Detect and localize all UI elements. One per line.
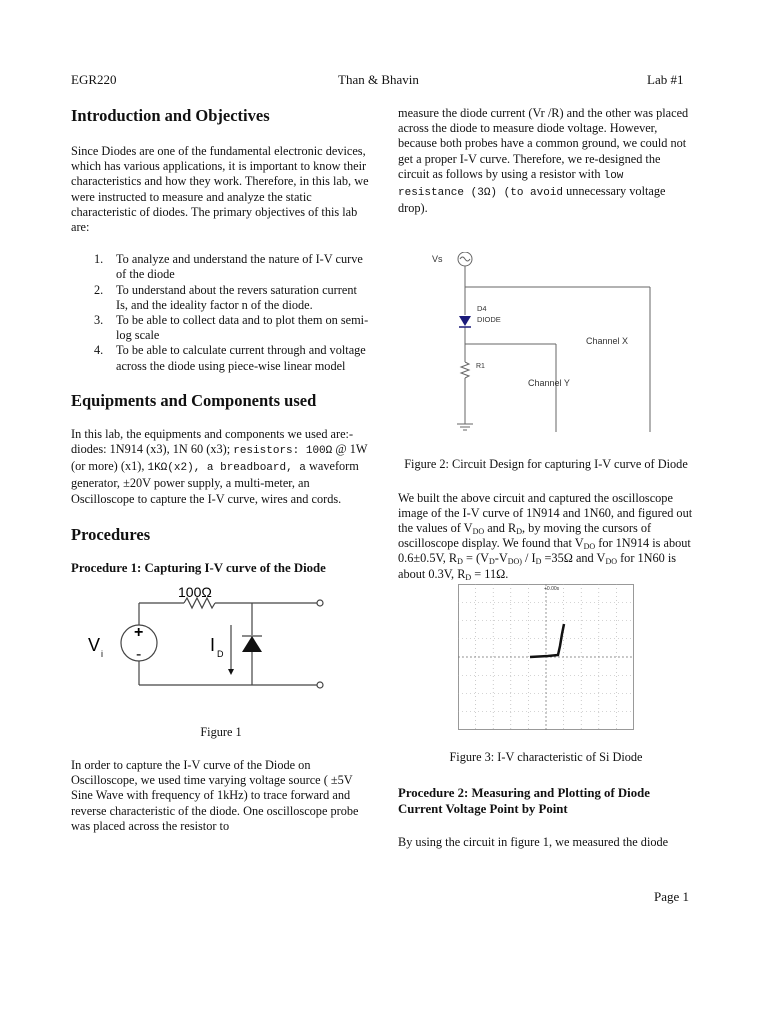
current-subscript: D: [217, 648, 224, 659]
procedure1-heading: Procedure 1: Capturing I-V curve of the Diode: [71, 560, 326, 575]
intro-paragraph: Since Diodes are one of the fundamental electronic devices, which has various applications, it is important to know their characteristics and how they work. Therefore, in this lab, we were instructed to measure and analyze the static characteristic of diodes. The primary objectives of this lab are:: [71, 144, 369, 235]
objective-number: 3.: [94, 313, 104, 328]
objective-number: 2.: [94, 282, 104, 297]
equipment-paragraph: [71, 427, 371, 507]
equipment-text: waveform generator, ±20V power supply, a multi-meter, an Oscilloscope to capture the I-V curve, wires and cords.: [71, 459, 359, 506]
procedure2-paragraph: By using the circuit in figure 1, we measured the diode: [398, 835, 669, 850]
figure3-scope: [458, 584, 694, 730]
header-course: EGR220: [71, 72, 117, 87]
equipment-text: In this lab, the equipments and components we used are:- diodes: 1N914 (x3), 1N 60 (x3);: [71, 426, 354, 457]
objective-number: 1.: [94, 252, 104, 267]
objective-number: 4.: [94, 343, 104, 358]
diode-triangle: [459, 316, 471, 326]
results-paragraph: We built the above circuit and captured the oscilloscope image of the I-V curve of 1N914 and 1N60, and figured out the values of $V_{DO}$ and $R_D$, by moving the cursors of oscilloscope display. We found that $V_{DO}$ for 1N914 is about 0.6±0.5V, $R_D = (V_D-V_{DO)} / I_D =35\Omega$ and $V_{DO}$ for 1N60 is about 0.3V, $R_D = 11\Omega$.: [398, 490, 693, 582]
equipment-mono-text: resistors: 100Ω: [233, 445, 333, 458]
scope-time-label: +0.00s: [544, 585, 560, 592]
oscilloscope-display: [458, 584, 634, 730]
current-arrow-head: [228, 669, 234, 675]
objective-item: [71, 313, 371, 343]
procedure1-paragraph: In order to capture the I-V curve of the Diode on Oscilloscope, we used time varying voltage source ( ±5V Sine Wave with frequency of 1kHz) to trace forward and reverse characteristic of the diode. One oscilloscope probe was placed across the resistor to: [71, 758, 359, 833]
right-column: [398, 106, 694, 850]
header-lab: Lab #1: [647, 72, 684, 87]
objective-item: [71, 343, 371, 373]
continued-text: measure the diode current (Vr /R) and the other was placed across the diode to measure diode voltage. However, because both probes have a common ground, we could not get a proper I-V curve. Therefore, we re-designed the circuit as follows by using a resistor with: [398, 106, 689, 181]
objective-item: [71, 283, 371, 313]
continued-paragraph: [398, 106, 694, 216]
intro-heading: Introduction and Objectives: [71, 106, 270, 125]
continued-text: unnecessary voltage drop).: [398, 184, 666, 216]
resistor-label: 100Ω: [178, 584, 212, 600]
objective-text: To be able to collect data and to plot them on semi-log scale: [116, 313, 369, 343]
plus-sign: +: [134, 623, 144, 641]
continued-mono-text: low resistance (3Ω) (to avoid: [398, 169, 624, 200]
header-authors: Than & Bhavin: [338, 72, 419, 87]
objective-text: To analyze and understand the nature of I-V curve of the diode: [116, 252, 363, 282]
channel-x-label: Channel X: [586, 336, 629, 347]
vs-label: Vs: [432, 254, 443, 265]
diode-label: DIODE: [477, 315, 501, 325]
page-number: Page 1: [654, 889, 690, 904]
figure2-caption: Figure 2: Circuit Design for capturing I-V curve of Diode: [404, 457, 688, 472]
objective-item: [71, 252, 371, 282]
d4-label: D4: [477, 304, 487, 314]
equipment-mono-text: 1KΩ(x2), a breadboard, a: [147, 462, 306, 475]
objectives-list: [71, 252, 371, 374]
equipment-text: @ 1W (or more) (x1),: [71, 442, 368, 474]
terminal: [317, 600, 323, 606]
terminal: [317, 682, 323, 688]
minus-sign: -: [136, 645, 142, 663]
figure1-circuit: [86, 585, 356, 707]
figure2-circuit: [426, 252, 676, 442]
figure1-caption: Figure 1: [200, 724, 242, 739]
figure3-caption: Figure 3: I-V characteristic of Si Diode: [449, 749, 643, 764]
procedure2-heading: Procedure 2: Measuring and Plotting of Diode Current Voltage Point by Point: [398, 786, 650, 817]
current-label: I: [210, 634, 216, 655]
equipment-heading: Equipments and Components used: [71, 390, 317, 410]
left-column: [71, 106, 371, 834]
r1-label: R1: [476, 363, 485, 371]
objective-text: To understand about the revers saturation current Is, and the ideality factor n of the diode.: [116, 282, 357, 312]
channel-y-label: Channel Y: [528, 378, 570, 389]
resistor-symbol: [461, 362, 469, 378]
source-subscript: i: [101, 648, 103, 659]
diode-triangle: [242, 636, 262, 652]
source-label: V: [88, 634, 101, 655]
objective-text: To be able to calculate current through and voltage across the diode using piece-wise linear model: [116, 343, 366, 373]
sine-wave-icon: [460, 257, 470, 261]
procedures-heading: Procedures: [71, 524, 151, 544]
